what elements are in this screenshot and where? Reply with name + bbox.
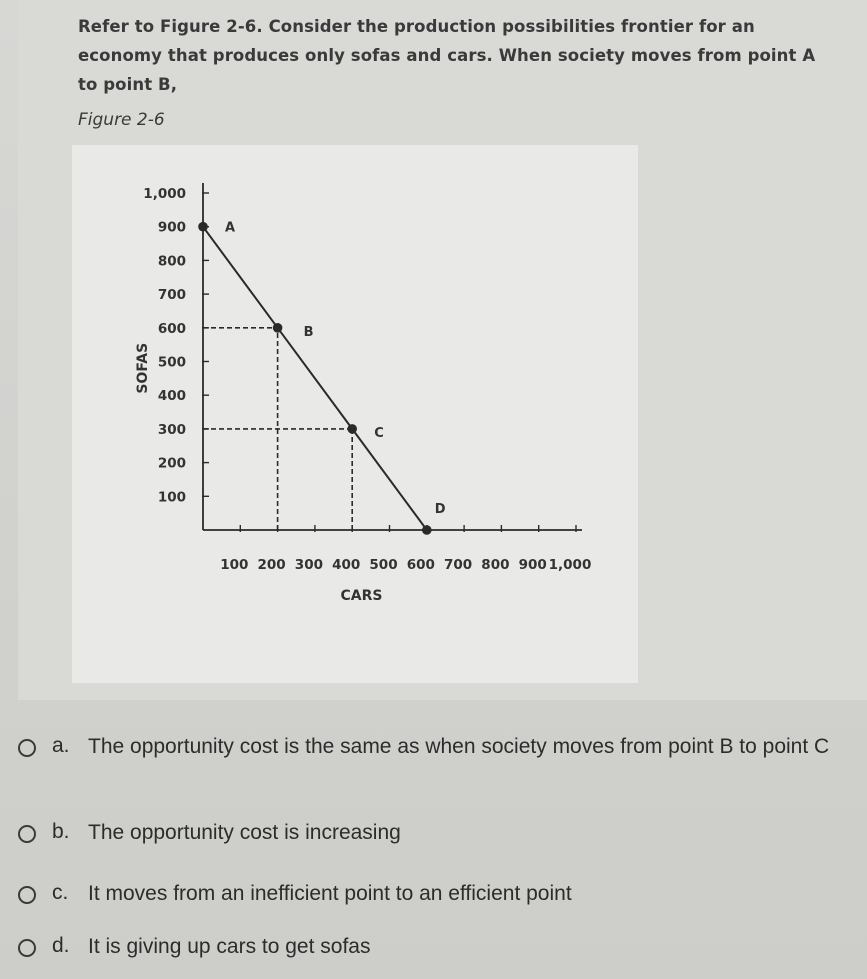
x-axis-title: CARS	[340, 588, 383, 604]
radio-button-d[interactable]	[18, 939, 36, 957]
point-c-marker	[347, 424, 357, 434]
x-tick-label: 700	[444, 557, 473, 573]
point-d-label: D	[434, 502, 446, 517]
y-axis-title: SOFAS	[135, 342, 151, 394]
point-b-label: B	[303, 324, 314, 340]
point-b-marker	[273, 323, 283, 333]
y-tick-label: 800	[157, 253, 186, 270]
y-tick-label: 600	[157, 320, 186, 337]
x-tick-label: 200	[257, 557, 286, 573]
choice-c[interactable]	[18, 881, 838, 910]
x-tick-label: 600	[406, 557, 435, 573]
radio-button-a[interactable]	[18, 739, 36, 757]
y-tick-label: 500	[157, 354, 186, 371]
x-tick-label: 300	[294, 557, 323, 573]
figure-label: Figure 2-6	[78, 110, 165, 130]
ppf-chart	[72, 145, 638, 683]
choice-b[interactable]	[18, 820, 838, 849]
choice-text-b: The opportunity cost is increasing	[88, 821, 401, 844]
choice-a[interactable]	[18, 734, 838, 763]
point-a-label: A	[225, 220, 236, 236]
choice-letter-a: a.	[52, 734, 70, 757]
x-tick-label: 1,000	[548, 557, 592, 573]
y-tick-label: 200	[157, 455, 186, 472]
point-c-label: C	[374, 425, 384, 441]
x-tick-label: 900	[518, 557, 547, 573]
y-tick-label: 300	[157, 421, 186, 438]
choice-letter-b: b.	[52, 820, 70, 843]
x-tick-label: 800	[481, 557, 510, 573]
choice-text-d: It is giving up cars to get sofas	[88, 935, 371, 958]
point-a-marker	[198, 222, 208, 232]
choice-text-c: It moves from an inefficient point to an efficient point	[88, 882, 572, 905]
y-tick-label: 700	[157, 287, 186, 304]
ppf-line	[203, 227, 427, 530]
choice-d[interactable]	[18, 934, 838, 963]
choice-text-a: The opportunity cost is the same as when society moves from point B to point C	[88, 735, 830, 758]
radio-button-b[interactable]	[18, 825, 36, 843]
point-d-marker	[422, 525, 432, 535]
choice-letter-d: d.	[52, 934, 70, 957]
figure-panel	[72, 145, 638, 683]
y-tick-label: 100	[157, 489, 186, 506]
y-tick-label: 1,000	[143, 186, 186, 202]
y-tick-label: 400	[157, 388, 186, 405]
x-tick-label: 500	[369, 557, 398, 573]
choice-letter-c: c.	[52, 881, 69, 904]
radio-button-c[interactable]	[18, 886, 36, 904]
question-text: Refer to Figure 2-6. Consider the production possibilities frontier for an economy that produces only sofas and cars. When society moves from point A to point B,	[78, 17, 816, 94]
x-tick-label: 400	[332, 557, 361, 573]
x-tick-label: 100	[220, 557, 249, 573]
y-tick-label: 900	[157, 219, 186, 236]
